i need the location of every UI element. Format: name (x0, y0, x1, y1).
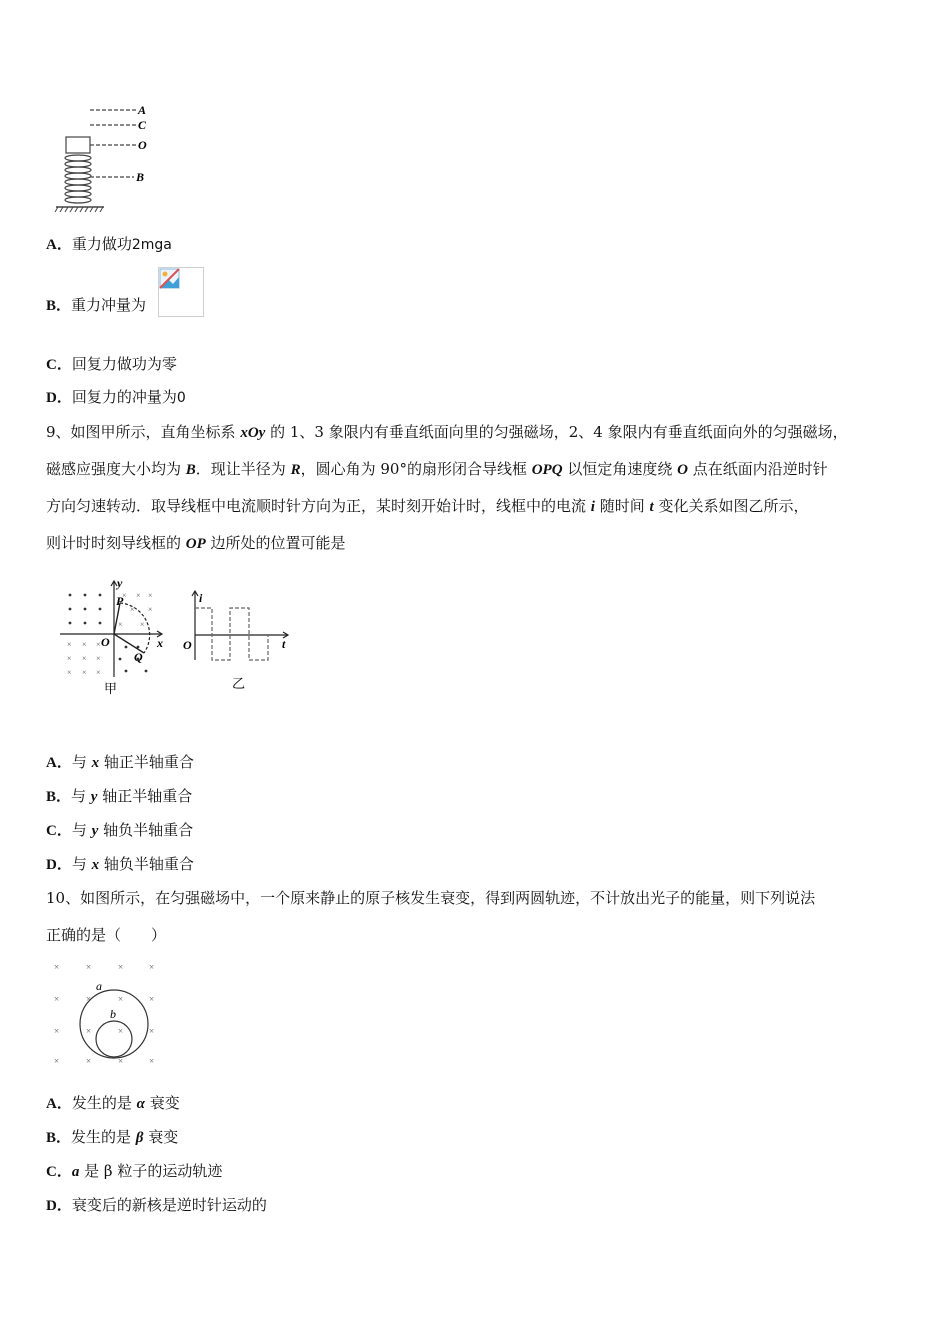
svg-text:×: × (54, 1026, 60, 1036)
q10-stem-line-2: 正确的是（ ） (46, 926, 167, 944)
svg-text:×: × (67, 654, 72, 663)
q8-option-c: C．回复力做功为零 (46, 355, 177, 373)
t-axis-label: t (282, 637, 286, 651)
svg-text:×: × (82, 668, 87, 677)
q9-option-c: C．与 y 轴负半轴重合 (46, 821, 194, 839)
svg-text:×: × (118, 994, 124, 1004)
q10-stem-line-1: 10、如图所示，在匀强磁场中，一个原来静止的原子核发生衰变，得到两圆轨迹，不计放出光子的能量，则下列说法 (46, 889, 816, 907)
figure-yi-caption: 乙 (232, 676, 246, 691)
orbit-a-label: a (96, 979, 102, 993)
orbit-a (80, 990, 148, 1058)
svg-text:×: × (149, 962, 155, 972)
label-B: B (136, 170, 145, 184)
svg-text:×: × (118, 1056, 124, 1066)
svg-text:×: × (122, 591, 127, 600)
q9-stem-line-1: 9、如图甲所示，直角坐标系 xOy 的 1、3 象限内有垂直纸面向里的匀强磁场，2、4 象限内有垂直纸面向外的匀强磁场， (46, 423, 848, 441)
q9-stem-line-4: 则计时时刻导线框的 OP 边所处的位置可能是 (46, 534, 346, 552)
q10-option-c: C．a 是 β 粒子的运动轨迹 (46, 1162, 223, 1180)
svg-text:×: × (67, 640, 72, 649)
svg-text:×: × (118, 620, 123, 629)
orbit-b (96, 1021, 132, 1057)
y-axis-label: y (117, 577, 123, 590)
svg-text:×: × (96, 640, 101, 649)
q9-stem-line-3: 方向匀速转动．取导线框中电流顺时针方向为正，某时刻开始计时，线框中的电流 i 随时间 t 变化关系如图乙所示， (46, 497, 809, 515)
svg-text:×: × (82, 640, 87, 649)
origin-label: O (183, 638, 192, 652)
figure-jia-caption: 甲 (104, 681, 118, 696)
svg-text:×: × (96, 668, 101, 677)
svg-text:×: × (149, 994, 155, 1004)
svg-text:×: × (136, 591, 141, 600)
svg-text:×: × (148, 591, 153, 600)
figure-yi-current-graph (180, 588, 292, 694)
svg-text:×: × (130, 605, 135, 614)
q8-option-a: A．重力做功2mga (46, 235, 172, 253)
svg-text:×: × (82, 654, 87, 663)
spring-oscillator-figure (50, 98, 160, 216)
svg-text:×: × (148, 605, 153, 614)
broken-image-icon (159, 268, 181, 290)
q8-option-b: B．重力冲量为 (46, 296, 147, 314)
q10-option-a: A．发生的是 α 衰变 (46, 1094, 180, 1112)
decay-orbits-figure (48, 958, 166, 1070)
label-O: O (138, 138, 147, 152)
q9-option-b: B．与 y 轴正半轴重合 (46, 787, 193, 805)
q9-option-a: A．与 x 轴正半轴重合 (46, 753, 194, 771)
q10-option-d: D．衰变后的新核是逆时针运动的 (46, 1196, 267, 1214)
origin-label: O (101, 635, 110, 649)
i-axis-label: i (199, 591, 203, 605)
svg-text:×: × (118, 1026, 124, 1036)
orbit-b-label: b (110, 1007, 116, 1021)
broken-image-placeholder (158, 267, 204, 317)
svg-text:×: × (140, 620, 145, 629)
svg-text:×: × (149, 1026, 155, 1036)
svg-text:×: × (96, 654, 101, 663)
label-A: A (138, 103, 147, 117)
point-q-label: Q (134, 650, 143, 664)
q9-stem-line-2: 磁感应强度大小均为 B．现让半径为 R，圆心角为 90°的扇形闭合导线框 OPQ 以恒定角速度绕 O 点在纸面内沿逆时针 (46, 460, 828, 478)
point-p-label: P (116, 594, 124, 608)
svg-text:×: × (54, 994, 60, 1004)
svg-text:×: × (54, 1056, 60, 1066)
label-C: C (138, 118, 147, 132)
svg-text:×: × (86, 1056, 92, 1066)
x-axis-label: x (157, 636, 163, 650)
svg-text:×: × (86, 994, 92, 1004)
svg-text:×: × (86, 1026, 92, 1036)
q10-option-b: B．发生的是 β 衰变 (46, 1128, 179, 1146)
figure-jia-coordinate-field (58, 577, 170, 697)
q8-option-d: D．回复力的冲量为0 (46, 388, 186, 406)
svg-text:×: × (118, 962, 124, 972)
svg-text:×: × (86, 962, 92, 972)
svg-text:×: × (54, 962, 60, 972)
svg-text:×: × (67, 668, 72, 677)
q9-option-d: D．与 x 轴负半轴重合 (46, 855, 194, 873)
svg-text:×: × (149, 1056, 155, 1066)
